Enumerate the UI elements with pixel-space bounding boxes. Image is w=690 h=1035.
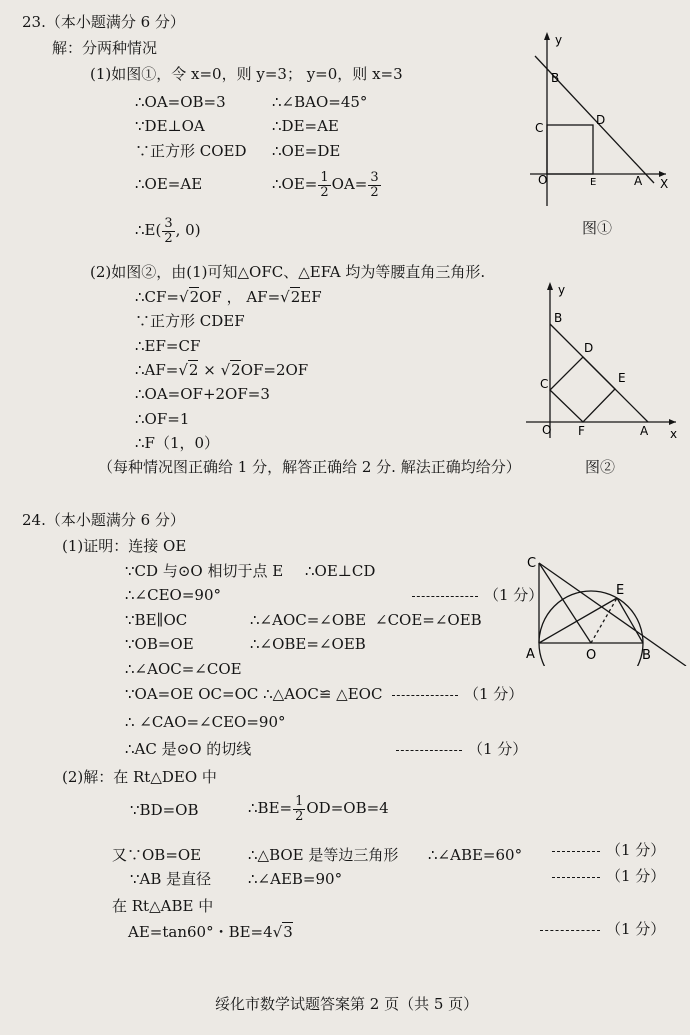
fig2-label-e: E [618,371,626,385]
q23-case1: (1)如图①，令 x=0，则 y=3； y=0，则 x=3 [90,65,403,83]
q24-line: ∴△BOE 是等边三角形 [248,846,399,864]
q24-line: ∴∠OBE=∠OEB [250,635,366,653]
fig2-label-c: C [540,377,549,391]
q24-line: ∵CD 与⊙O 相切于点 E [125,562,284,580]
q23-point-e: ∴E( $\frac{3}{2}$ , 0) [135,215,201,246]
q24-proof-start: (1)证明：连接 OE [62,537,187,555]
q24-line: ∴OE⊥CD [305,562,376,580]
figure-circle [520,554,688,666]
fig2-label-d: D [584,341,594,355]
q24-line: ∵BE∥OC [125,611,188,629]
fig3-label-a: A [526,647,535,662]
q23-line: ∴F（1，0） [135,434,220,452]
q24-line: ∠COE=∠OEB [375,611,482,629]
q23-line: ∴∠BAO=45° [272,93,368,111]
fig2-label-f: F [578,424,585,438]
q23-af: ∴AF=√2 × √2OF=2OF [135,361,309,379]
fig2-label-a: A [640,424,649,438]
q24-score: （1 分） [552,866,665,886]
q24-line: ∵AB 是直径 [130,870,212,888]
fig3-label-e: E [616,583,625,598]
page-footer: 绥化市数学试题答案第 2 页（共 5 页） [215,995,479,1013]
q24-line: ∴∠CEO=90° [125,586,221,604]
q24-line: ∴∠AOC=∠OBE [250,611,367,629]
q23-line: ∴OE=AE [135,175,203,193]
q23-intro: 解：分两种情况 [52,39,158,57]
fig2-label-y: y [558,283,566,297]
fig1-label-o: O [538,173,548,187]
q24-score: （1 分） [392,684,523,704]
figure-1-caption: 图① [582,219,613,237]
fig1-label-e: E [590,177,597,188]
q24-score: （1 分） [412,585,543,605]
fig1-label-b: B [551,71,560,85]
q23-line: ∵DE⊥OA [135,117,205,135]
fig1-label-y: y [555,33,563,47]
q24-line: ∵BD=OB [130,801,199,819]
q23-line: ∴OE=DE [272,142,341,160]
q23-oe-fraction: ∴OE= $\frac{1}{2}$ OA= $\frac{3}{2}$ [272,169,379,200]
q24-line: ∴∠AOC=∠COE [125,660,242,678]
q24-line: ∴∠ABE=60° [428,846,523,864]
fig3-label-b: B [642,648,651,663]
q23-cf: ∴CF=√2OF ， AF=√2EF [135,288,322,306]
q24-score: （1 分） [396,739,527,759]
figure-2-caption: 图② [585,458,616,476]
q23-case2: (2)如图②，由(1)可知△OFC、△EFA 均为等腰直角三角形. [90,263,486,281]
q23-grading-note: （每种情况图正确给 1 分，解答正确给 2 分. 解法正确均给分） [98,458,521,476]
q24-line: ∴∠AEB=90° [248,870,343,888]
q23-line: ∵正方形 CDEF [135,312,245,330]
q24-line: ∴ ∠CAO=∠CEO=90° [125,713,286,731]
q23-line: ∴OA=OF+2OF=3 [135,385,270,403]
q24-line: 又∵OB=OE [112,846,202,864]
fig2-label-b: B [554,311,563,325]
q24-line: ∵OA=OE OC=OC ∴△AOC≌ △EOC [125,685,383,703]
q23-line: ∴OF=1 [135,410,190,428]
fig1-label-c: C [535,121,544,135]
q24-ae: AE=tan60°・BE=4√3 [128,923,293,941]
q24-score: （1 分） [552,840,665,860]
q23-line: ∴OA=OB=3 [135,93,226,111]
figure-2 [520,278,680,446]
fig3-label-o: O [586,648,597,663]
q23-line: ∴EF=CF [135,337,201,355]
fig1-label-x: X [660,177,669,191]
q24-be-fraction: ∴BE= $\frac{1}{2}$ OD=OB=4 [248,793,389,824]
figure-1 [520,28,670,210]
fig2-label-o: O [542,423,552,437]
q24-solution-start: (2)解：在 Rt△DEO 中 [62,768,217,786]
fig1-label-a: A [634,174,643,188]
q24-line: ∵OB=OE [125,635,194,653]
q24-score: （1 分） [540,919,665,939]
fig1-label-d: D [596,113,606,127]
fig3-label-c: C [527,556,537,571]
q23-line: ∴DE=AE [272,117,339,135]
q23-heading: 23.（本小题满分 6 分） [22,13,185,31]
q24-heading: 24.（本小题满分 6 分） [22,511,185,529]
q24-line: 在 Rt△ABE 中 [112,897,214,915]
fig2-label-x: x [670,427,678,441]
q24-line: ∴AC 是⊙O 的切线 [125,740,252,758]
q23-line: ∵正方形 COED [135,142,247,160]
